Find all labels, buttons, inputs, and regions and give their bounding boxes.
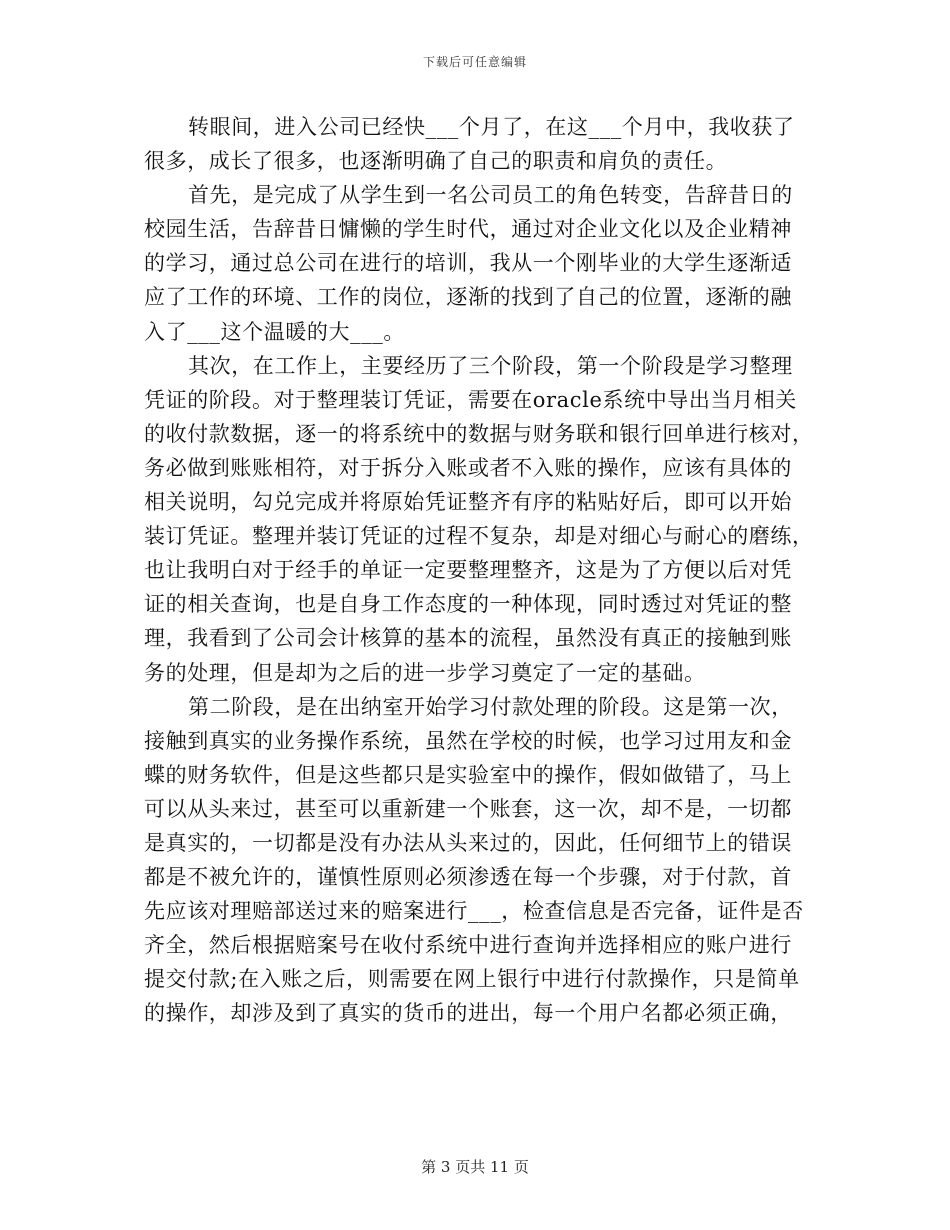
text-line: 首先，是完成了从学生到一名公司员工的角色转变，告辞昔日的 xyxy=(188,183,793,208)
text-line: 也让我明白对于经手的单证一定要整理整齐，这是为了方便以后对凭 xyxy=(144,558,792,583)
text-line: 是真实的，一切都是没有办法从头来过的，因此，任何细节上的错误 xyxy=(144,830,792,855)
text-line: 很多，成长了很多，也逐渐明确了自己的职责和肩负的责任。 xyxy=(144,149,728,174)
text-line: 蝶的财务软件，但是这些都只是实验室中的操作，假如做错了，马上 xyxy=(144,762,792,787)
text-line: 入了___这个温暖的大___。 xyxy=(144,319,405,344)
text-line: 可以从头来过，甚至可以重新建一个账套，这一次，却不是，一切都 xyxy=(144,796,792,821)
text-line: 的操作，却涉及到了真实的货币的进出，每一个用户名都必须正确， xyxy=(144,1001,792,1026)
text-line: 证的相关查询，也是自身工作态度的一种体现，同时透过对凭证的整 xyxy=(144,592,792,617)
text-line: 凭证的阶段。对于整理装订凭证，需要在oracle系统中导出当月相关 xyxy=(144,387,797,412)
text-line: 先应该对理赔部送过来的赔案进行___，检查信息是否完备，证件是否 xyxy=(144,899,804,924)
page-footer: 第 3 页共 11 页 xyxy=(421,1158,529,1176)
text-line: 务必做到账账相符，对于拆分入账或者不入账的操作，应该有具体的 xyxy=(144,455,792,480)
text-line: 应了工作的环境、工作的岗位，逐渐的找到了自己的位置，逐渐的融 xyxy=(144,285,792,310)
text-line: 齐全，然后根据赔案号在收付系统中进行查询并选择相应的账户进行 xyxy=(144,933,792,958)
text-line: 的学习，通过总公司在进行的培训，我从一个刚毕业的大学生逐渐适 xyxy=(144,251,792,276)
document-body xyxy=(144,110,814,1031)
text-line: 相关说明，勾兑完成并将原始凭证整齐有序的粘贴好后，即可以开始 xyxy=(144,490,792,515)
text-line: 接触到真实的业务操作系统，虽然在学校的时候，也学习过用友和金 xyxy=(144,728,792,753)
text-line: 其次，在工作上，主要经历了三个阶段，第一个阶段是学习整理 xyxy=(188,353,793,378)
text-line: 的收付款数据，逐一的将系统中的数据与财务联和银行回单进行核对， xyxy=(144,421,814,446)
text-line: 校园生活，告辞昔日慵懒的学生时代，通过对企业文化以及企业精神 xyxy=(144,217,792,242)
text-line: 提交付款;在入账之后，则需要在网上银行中进行付款操作，只是简单 xyxy=(144,967,800,992)
text-line: 理，我看到了公司会计核算的基本的流程，虽然没有真正的接触到账 xyxy=(144,626,792,651)
text-line: 都是不被允许的，谨慎性原则必须渗透在每一个步骤，对于付款，首 xyxy=(144,865,792,890)
text-line: 转眼间，进入公司已经快___个月了，在这___个月中，我收获了 xyxy=(188,115,795,139)
page-header: 下载后可任意编辑 xyxy=(422,55,527,69)
text-line: 装订凭证。整理并装订凭证的过程不复杂，却是对细心与耐心的磨练， xyxy=(144,524,814,549)
text-line: 务的处理，但是却为之后的进一步学习奠定了一定的基础。 xyxy=(144,660,706,685)
text-line: 第二阶段，是在出纳室开始学习付款处理的阶段。这是第一次， xyxy=(188,694,793,719)
